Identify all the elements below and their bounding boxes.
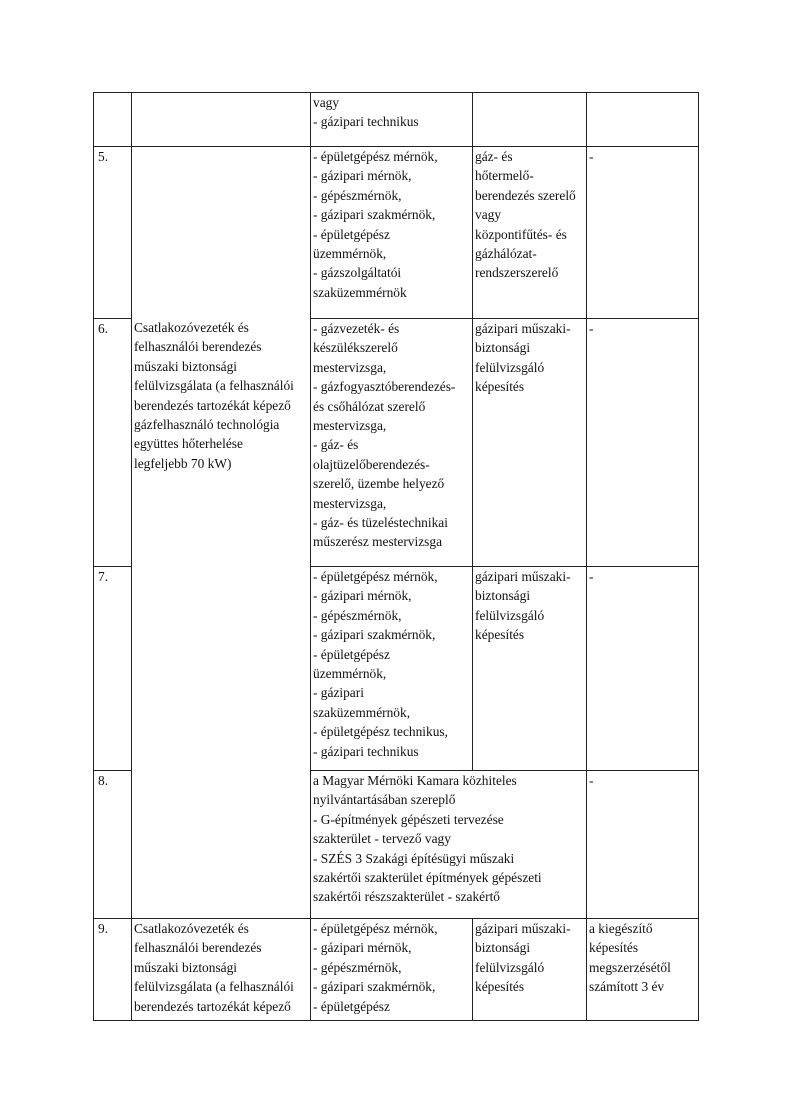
row-number-cell: 8. (94, 771, 132, 919)
qualification-table (93, 92, 699, 1021)
qualification-cell: a Magyar Mérnöki Kamara közhiteles nyilvántartásában szereplő - G-építmények gépészeti tervezése szakterület - tervező vagy - SZÉS 3 Szakági építésügyi műszaki szakértői szakterület építmények gépészeti szakértői részszakterület - szakértő (311, 771, 587, 919)
qualification-cell: vagy - gázipari technikus (311, 93, 473, 147)
qualification-cell: - épületgépész mérnök, - gázipari mérnök, - gépészmérnök, - gázipari szakmérnök, - épületgépész üzemmérnök, - gázszolgáltatói szaküzemmérnök (311, 147, 473, 319)
qualification-cell: - épületgépész mérnök, - gázipari mérnök, - gépészmérnök, - gázipari szakmérnök, - épületgépész (311, 919, 473, 1021)
additional-qualification-cell: gázipari műszaki- biztonsági felülvizsgáló képesítés (473, 567, 587, 771)
row-number-cell (94, 93, 132, 147)
row-number-cell: 5. (94, 147, 132, 319)
qualification-cell: - épületgépész mérnök, - gázipari mérnök, - gépészmérnök, - gázipari szakmérnök, - épületgépész üzemmérnök, - gázipari szaküzemmérnök, - épületgépész technikus, - gázipari technikus (311, 567, 473, 771)
additional-qualification-cell: gáz- és hőtermelő- berendezés szerelő vagy központifűtés- és gázhálózat- rendszerszerelő (473, 147, 587, 319)
table-row (94, 919, 699, 1021)
additional-qualification-cell: gázipari műszaki- biztonsági felülvizsgáló képesítés (473, 319, 587, 567)
additional-qualification-cell (473, 93, 587, 147)
activity-cell: Csatlakozóvezeték és felhasználói berendezés műszaki biztonsági felülvizsgálata (a felhasználói berendezés tartozékát képező (132, 919, 311, 1021)
activity-cell: Csatlakozóvezeték és felhasználói berendezés műszaki biztonsági felülvizsgálata (a felhasználói berendezés tartozékát képező gázfelhasználó technológia együttes hőterhelése legfeljebb 70 kW) (132, 147, 311, 919)
table-row (94, 93, 699, 147)
validity-cell: a kiegészítő képesítés megszerzésétől számított 3 év (587, 919, 699, 1021)
row-number-cell: 6. (94, 319, 132, 567)
activity-cell (132, 93, 311, 147)
row-number-cell: 9. (94, 919, 132, 1021)
validity-cell (587, 93, 699, 147)
validity-cell: - (587, 319, 699, 567)
table-row (94, 147, 699, 319)
validity-cell: - (587, 147, 699, 319)
validity-cell: - (587, 771, 699, 919)
row-number-cell: 7. (94, 567, 132, 771)
additional-qualification-cell: gázipari műszaki- biztonsági felülvizsgáló képesítés (473, 919, 587, 1021)
validity-cell: - (587, 567, 699, 771)
qualification-cell: - gázvezeték- és készülékszerelő mestervizsga, - gázfogyasztóberendezés- és csőhálózat szerelő mestervizsga, - gáz- és olajtüzelőberendezés- szerelő, üzembe helyező mestervizsga, - gáz- és tüzeléstechnikai műszerész mestervizsga (311, 319, 473, 567)
